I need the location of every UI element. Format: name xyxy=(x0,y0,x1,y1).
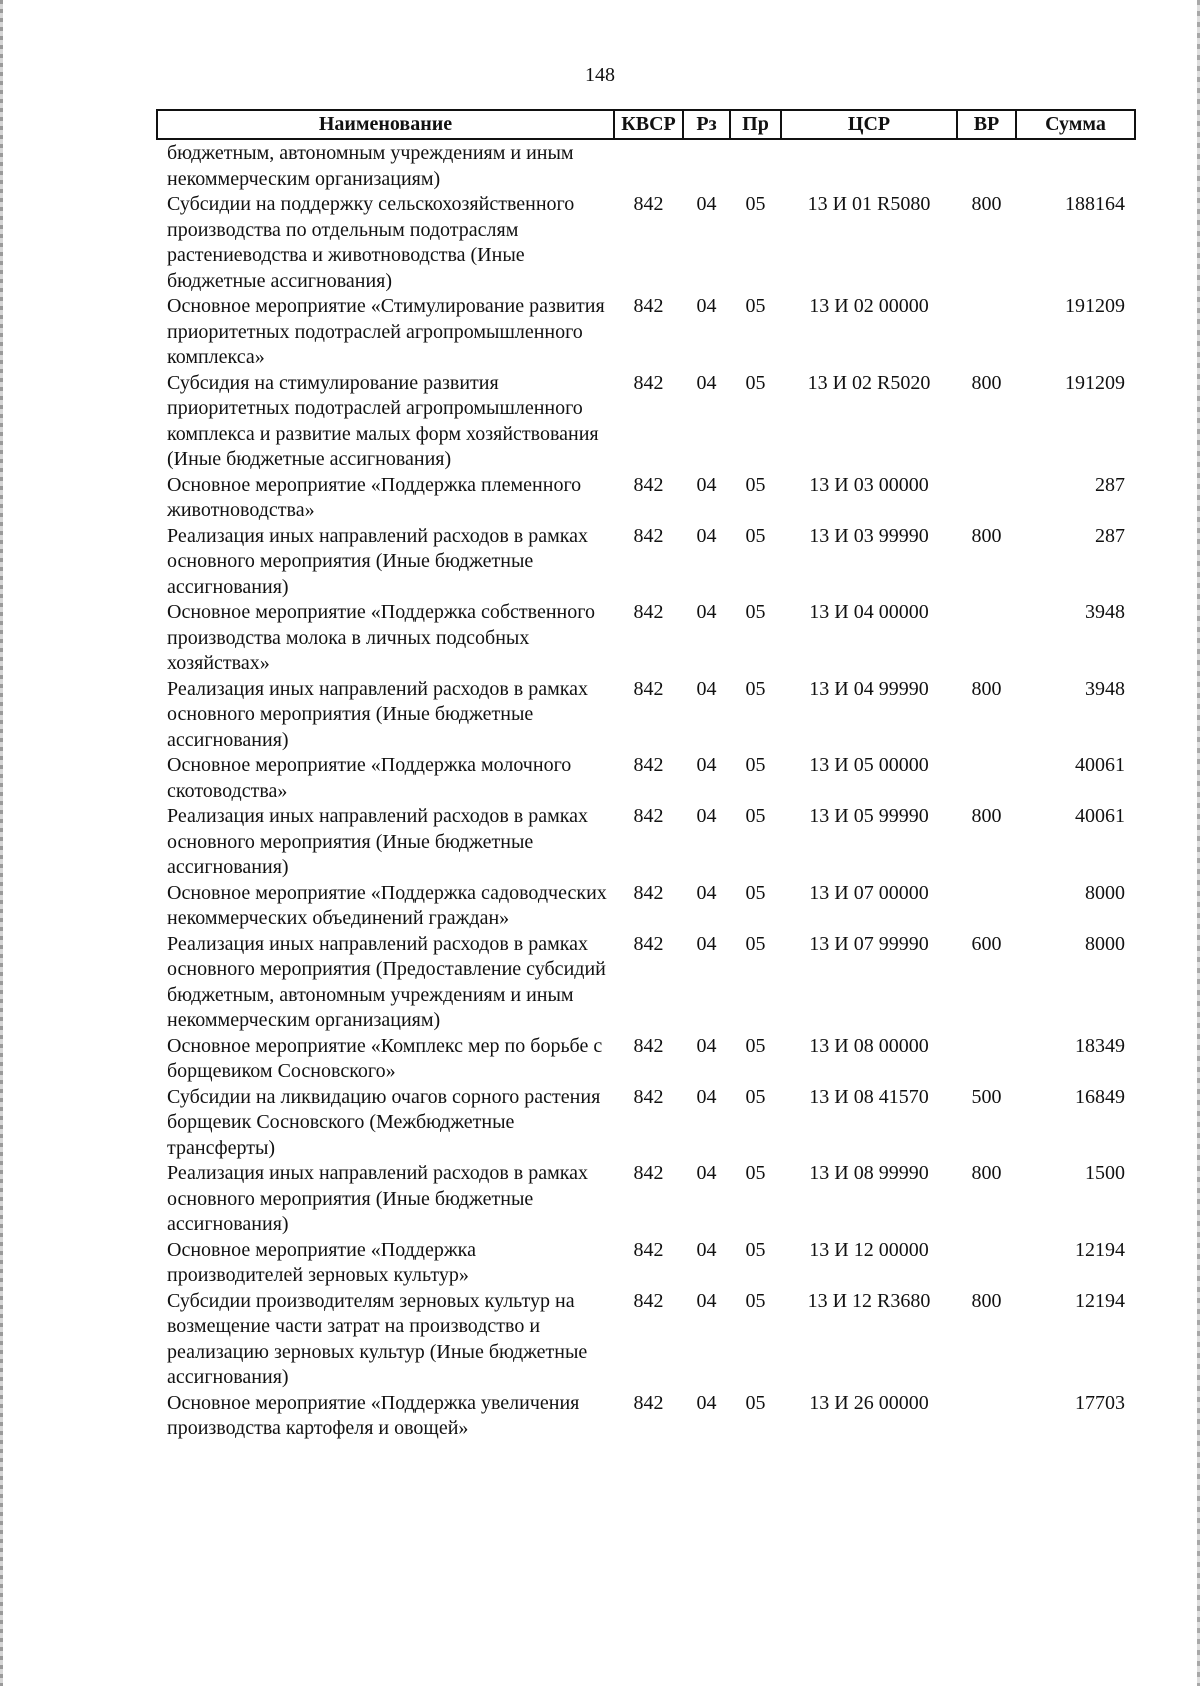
cell-name: Реализация иных направлений расходов в рамках основного мероприятия (Предоставление субсидий бюджетным, автономным учреждениям и иным некоммерческим организациям) xyxy=(167,932,606,1031)
table-row xyxy=(157,804,1135,881)
cell-rz: 04 xyxy=(696,932,717,955)
cell-name: Реализация иных направлений расходов в рамках основного мероприятия (Иные бюджетные ассигнования) xyxy=(167,805,589,878)
cell-rz: 04 xyxy=(696,601,717,623)
cell-pr: 05 xyxy=(745,295,766,317)
cell-pr: 05 xyxy=(745,1162,766,1184)
header-name: Наименование xyxy=(157,110,614,139)
cell-csr xyxy=(781,139,957,192)
cell-csr: 13 И 04 99990 xyxy=(809,677,929,700)
cell-pr: 05 xyxy=(745,524,766,547)
cell-vr xyxy=(957,139,1016,192)
cell-vr: 500 xyxy=(971,1085,1002,1108)
cell-pr: 05 xyxy=(745,371,766,394)
cell-vr: 800 xyxy=(971,524,1002,547)
cell-rz: 04 xyxy=(696,524,717,547)
cell-pr: 05 xyxy=(745,881,766,904)
cell-kvsr: 842 xyxy=(633,1238,664,1261)
cell-name: Основное мероприятие «Поддержка садоводческих некоммерческих объединений граждан» xyxy=(167,881,607,929)
cell-pr: 05 xyxy=(745,1289,766,1312)
cell-name: Субсидия на стимулирование развития приоритетных подотраслей агропромышленного комплекса и развитие малых форм хозяйствования (Иные бюджетные ассигнования) xyxy=(167,371,599,470)
cell-rz: 04 xyxy=(696,805,717,827)
cell-kvsr: 842 xyxy=(633,805,664,827)
cell-vr xyxy=(957,1391,1016,1442)
cell-kvsr: 842 xyxy=(633,1162,664,1184)
table-row xyxy=(157,192,1135,294)
cell-vr: 800 xyxy=(971,371,1002,394)
cell-rz: 04 xyxy=(696,1391,717,1414)
cell-csr: 13 И 26 00000 xyxy=(809,1391,929,1414)
cell-kvsr: 842 xyxy=(633,881,664,904)
cell-kvsr: 842 xyxy=(633,524,664,547)
table-row xyxy=(157,1238,1135,1289)
cell-pr: 05 xyxy=(745,932,766,955)
cell-kvsr: 842 xyxy=(633,295,664,317)
table-row xyxy=(157,473,1135,524)
cell-vr xyxy=(957,473,1016,524)
cell-name: Основное мероприятие «Стимулирование развития приоритетных подотраслей агропромышленного комплекса» xyxy=(167,295,605,368)
cell-rz: 04 xyxy=(696,881,717,904)
cell-rz: 04 xyxy=(696,1238,717,1261)
cell-sum: 191209 xyxy=(1065,295,1125,317)
cell-vr: 800 xyxy=(971,1289,1002,1312)
cell-pr: 05 xyxy=(745,1238,766,1261)
cell-kvsr: 842 xyxy=(633,1289,664,1312)
cell-name: Реализация иных направлений расходов в рамках основного мероприятия (Иные бюджетные ассигнования) xyxy=(167,677,589,751)
cell-rz: 04 xyxy=(696,473,717,496)
table-row xyxy=(157,371,1135,473)
cell-sum: 188164 xyxy=(1065,193,1125,215)
header-kvsr: КВСР xyxy=(614,110,683,139)
cell-csr: 13 И 01 R5080 xyxy=(807,193,931,215)
header-vr: ВР xyxy=(957,110,1016,139)
cell-vr xyxy=(957,753,1016,804)
cell-pr: 05 xyxy=(745,193,766,215)
table-row xyxy=(157,677,1135,754)
cell-pr: 05 xyxy=(745,805,766,827)
cell-name: Основное мероприятие «Поддержка собственного производства молока в личных подсобных хозяйствах» xyxy=(167,601,595,674)
cell-kvsr: 842 xyxy=(633,1034,664,1057)
table-row xyxy=(157,1034,1135,1085)
cell-name: Субсидии производителям зерновых культур на возмещение части затрат на производство и реализацию зерновых культур (Иные бюджетные ассигнования) xyxy=(167,1289,588,1388)
header-sum: Сумма xyxy=(1016,110,1135,139)
cell-vr xyxy=(957,1034,1016,1085)
cell-vr xyxy=(957,881,1016,932)
page-number: 148 xyxy=(585,64,615,86)
budget-table xyxy=(156,109,1136,1442)
cell-csr: 13 И 07 00000 xyxy=(809,881,929,904)
cell-kvsr: 842 xyxy=(633,677,664,700)
table-row xyxy=(157,881,1135,932)
cell-name: Основное мероприятие «Поддержка молочного скотоводства» xyxy=(167,754,572,802)
cell-sum: 16849 xyxy=(1075,1085,1125,1108)
cell-kvsr: 842 xyxy=(633,601,664,623)
table-row xyxy=(157,1391,1135,1442)
table-row xyxy=(157,1085,1135,1162)
cell-name: Реализация иных направлений расходов в рамках основного мероприятия (Иные бюджетные ассигнования) xyxy=(167,1162,589,1235)
cell-sum: 1500 xyxy=(1085,1162,1125,1184)
cell-name: Основное мероприятие «Поддержка производителей зерновых культур» xyxy=(167,1238,476,1286)
cell-sum: 40061 xyxy=(1075,805,1125,827)
cell-name: Реализация иных направлений расходов в рамках основного мероприятия (Иные бюджетные ассигнования) xyxy=(167,524,589,598)
cell-vr: 800 xyxy=(971,677,1002,700)
cell-sum xyxy=(1016,139,1135,192)
cell-csr: 13 И 08 99990 xyxy=(809,1162,929,1184)
cell-pr: 05 xyxy=(745,1085,766,1108)
cell-vr: 800 xyxy=(971,193,1002,215)
cell-pr: 05 xyxy=(745,601,766,623)
cell-sum: 3948 xyxy=(1085,601,1125,623)
cell-csr: 13 И 03 00000 xyxy=(809,473,929,496)
cell-vr xyxy=(957,600,1016,677)
cell-rz: 04 xyxy=(696,1162,717,1184)
cell-sum: 40061 xyxy=(1075,754,1125,776)
cell-pr: 05 xyxy=(745,1034,766,1057)
cell-pr: 05 xyxy=(745,473,766,496)
cell-name: бюджетным, автономным учреждениям и иным некоммерческим организациям) xyxy=(167,142,574,190)
cell-pr: 05 xyxy=(745,677,766,700)
header-rz: Рз xyxy=(683,110,730,139)
cell-csr: 13 И 08 41570 xyxy=(809,1085,929,1108)
cell-csr: 13 И 05 99990 xyxy=(809,805,929,827)
cell-rz: 04 xyxy=(696,1289,717,1312)
table-row xyxy=(157,1289,1135,1391)
cell-kvsr: 842 xyxy=(633,932,664,955)
table-row xyxy=(157,600,1135,677)
table-row xyxy=(157,524,1135,601)
cell-name: Основное мероприятие «Поддержка племенного животноводства» xyxy=(167,473,582,521)
table-row xyxy=(157,1161,1135,1238)
cell-sum: 287 xyxy=(1095,524,1125,547)
cell-pr: 05 xyxy=(745,754,766,776)
cell-rz: 04 xyxy=(696,295,717,317)
cell-kvsr: 842 xyxy=(633,193,664,215)
cell-kvsr: 842 xyxy=(633,371,664,394)
scan-edge-left xyxy=(0,0,3,1686)
table-row xyxy=(157,932,1135,1034)
cell-sum: 12194 xyxy=(1075,1238,1125,1261)
header-csr: ЦСР xyxy=(781,110,957,139)
cell-sum: 191209 xyxy=(1065,371,1125,394)
cell-kvsr: 842 xyxy=(633,1391,664,1414)
cell-csr: 13 И 04 00000 xyxy=(809,601,929,623)
cell-vr: 600 xyxy=(971,932,1002,955)
cell-csr: 13 И 07 99990 xyxy=(809,932,929,955)
cell-sum: 287 xyxy=(1095,473,1125,496)
cell-csr: 13 И 12 00000 xyxy=(809,1238,929,1261)
cell-name: Субсидии на ликвидацию очагов сорного растения борщевик Сосновского (Межбюджетные трансферты) xyxy=(167,1085,601,1159)
cell-sum: 8000 xyxy=(1085,932,1125,955)
cell-csr: 13 И 02 00000 xyxy=(809,295,929,317)
cell-rz: 04 xyxy=(696,193,717,215)
cell-rz: 04 xyxy=(696,1085,717,1108)
cell-vr: 800 xyxy=(971,1162,1002,1184)
cell-vr: 800 xyxy=(971,805,1002,827)
cell-pr xyxy=(730,139,781,192)
header-pr: Пр xyxy=(730,110,781,139)
cell-csr: 13 И 05 00000 xyxy=(809,754,929,776)
cell-sum: 8000 xyxy=(1085,881,1125,904)
table-row xyxy=(157,294,1135,371)
cell-sum: 12194 xyxy=(1075,1289,1125,1312)
cell-sum: 3948 xyxy=(1085,677,1125,700)
table-row xyxy=(157,753,1135,804)
cell-name: Основное мероприятие «Комплекс мер по борьбе с борщевиком Сосновского» xyxy=(167,1034,603,1082)
cell-rz: 04 xyxy=(696,371,717,394)
cell-kvsr: 842 xyxy=(633,1085,664,1108)
cell-rz: 04 xyxy=(696,754,717,776)
cell-rz xyxy=(683,139,730,192)
cell-name: Основное мероприятие «Поддержка увеличения производства картофеля и овощей» xyxy=(167,1391,580,1439)
cell-csr: 13 И 12 R3680 xyxy=(807,1289,931,1312)
cell-vr xyxy=(957,294,1016,371)
cell-sum: 17703 xyxy=(1075,1391,1125,1414)
cell-kvsr xyxy=(614,139,683,192)
cell-csr: 13 И 02 R5020 xyxy=(807,371,931,394)
table-header-row xyxy=(157,110,1135,139)
cell-sum: 18349 xyxy=(1075,1034,1125,1057)
cell-kvsr: 842 xyxy=(633,473,664,496)
cell-rz: 04 xyxy=(696,1034,717,1057)
cell-rz: 04 xyxy=(696,677,717,700)
cell-pr: 05 xyxy=(745,1391,766,1414)
cell-vr xyxy=(957,1238,1016,1289)
cell-csr: 13 И 08 00000 xyxy=(809,1034,929,1057)
cell-name: Субсидии на поддержку сельскохозяйственного производства по отдельным подотраслям растениеводства и животноводства (Иные бюджетные ассигнования) xyxy=(167,193,575,292)
table-row xyxy=(157,139,1135,192)
cell-csr: 13 И 03 99990 xyxy=(809,524,929,547)
cell-kvsr: 842 xyxy=(633,754,664,776)
